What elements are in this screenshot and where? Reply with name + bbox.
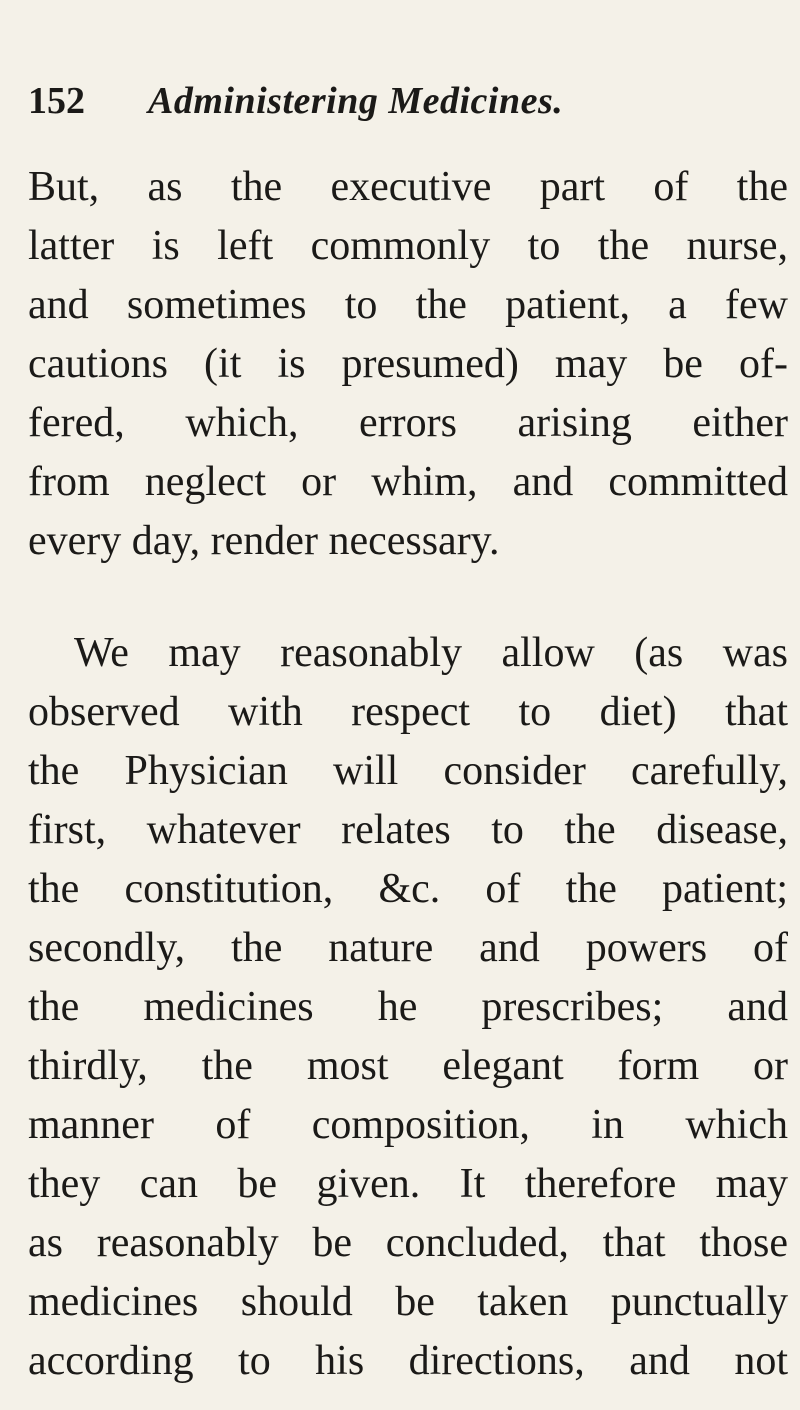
text-line: We may reasonably allow (as was	[74, 630, 788, 676]
text-line: first, whatever relates to the disease,	[28, 807, 788, 853]
text-line: the constitution, &c. of the patient;	[28, 866, 788, 912]
text-line: cautions (it is presumed) may be of-	[28, 341, 788, 387]
page-header	[28, 82, 788, 142]
text-line: according to his directions, and not	[28, 1338, 788, 1384]
text-line: every day, render necessary.	[28, 518, 500, 564]
text-line: and sometimes to the patient, a few	[28, 282, 788, 328]
text-line: thirdly, the most elegant form or	[28, 1043, 788, 1089]
body-text	[28, 158, 788, 1391]
paragraph-1	[28, 158, 788, 571]
text-line: as reasonably be concluded, that those	[28, 1220, 788, 1266]
text-line: observed with respect to diet) that	[28, 689, 788, 735]
text-line: from neglect or whim, and committed	[28, 459, 788, 505]
text-line: But, as the executive part of the	[28, 164, 788, 210]
running-head: Administering Medicines.	[148, 80, 564, 122]
text-line: manner of composition, in which	[28, 1102, 788, 1148]
text-line: the Physician will consider carefully,	[28, 748, 788, 794]
text-line: they can be given. It therefore may	[28, 1161, 788, 1207]
text-line: the medicines he prescribes; and	[28, 984, 788, 1030]
page-number: 152	[28, 80, 85, 122]
text-line: fered, which, errors arising either	[28, 400, 788, 446]
text-line: secondly, the nature and powers of	[28, 925, 788, 971]
paragraph-2	[28, 624, 788, 1391]
text-line: medicines should be taken punctually	[28, 1279, 788, 1325]
text-line: latter is left commonly to the nurse,	[28, 223, 788, 269]
